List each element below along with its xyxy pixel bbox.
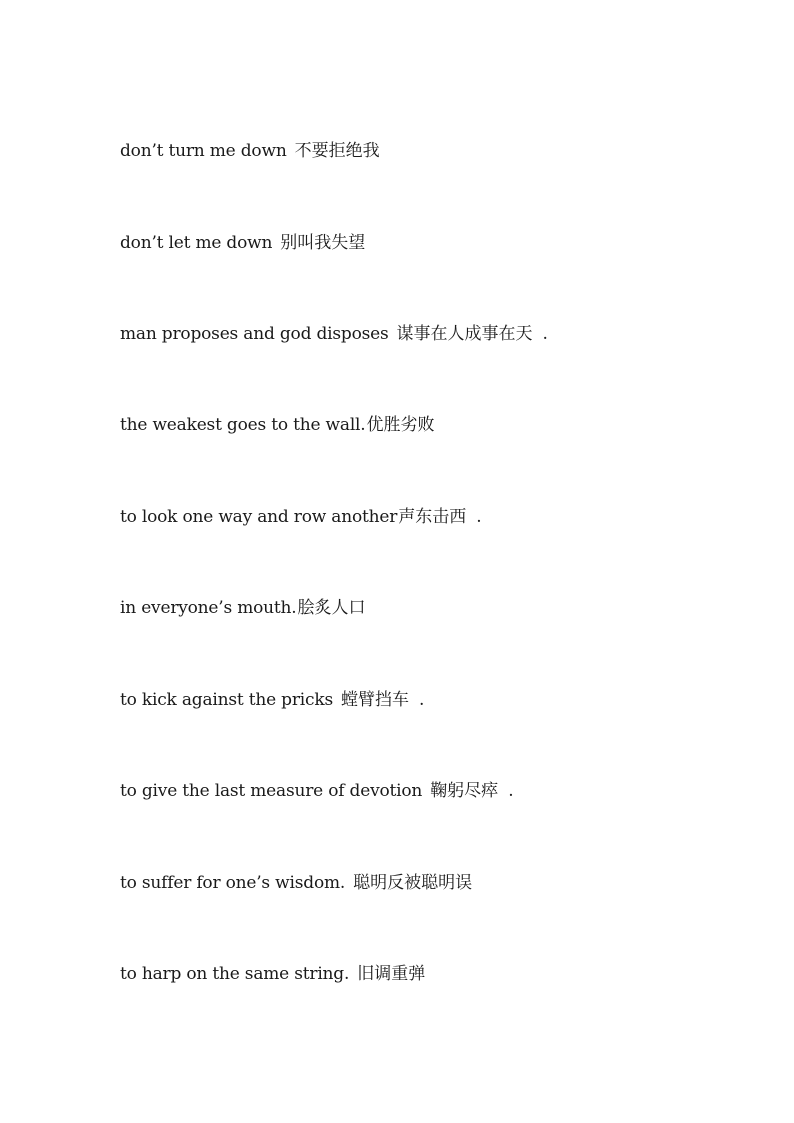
english-phrase: in everyone’s mouth. — [120, 598, 297, 618]
english-phrase: to give the last measure of devotion — [120, 781, 423, 801]
phrase-line — [120, 502, 482, 532]
phrase-suffix: . — [508, 781, 514, 801]
chinese-translation: 谋事在人成事在天 — [396, 324, 533, 344]
phrase-suffix: . — [542, 324, 548, 344]
phrase-line — [120, 319, 548, 349]
phrase-line — [120, 136, 390, 166]
phrase-suffix: . — [476, 507, 482, 527]
chinese-translation: 声东击西 — [398, 507, 467, 527]
english-phrase: to harp on the same string. — [120, 964, 350, 984]
phrase-line — [120, 228, 375, 258]
phrase-line — [120, 776, 514, 806]
phrase-line — [120, 868, 482, 898]
chinese-translation: 聪明反被聪明误 — [353, 873, 473, 893]
phrase-line — [120, 959, 435, 989]
chinese-translation: 别叫我失望 — [280, 233, 366, 253]
english-phrase: to kick against the pricks — [120, 690, 333, 710]
phrase-line — [120, 593, 376, 623]
chinese-translation: 脍炙人口 — [297, 598, 366, 618]
english-phrase: don’t turn me down — [120, 141, 287, 161]
chinese-translation: 旧调重弹 — [357, 964, 426, 984]
english-phrase: man proposes and god disposes — [120, 324, 389, 344]
chinese-translation: 鞠躬尽瘁 — [430, 781, 499, 801]
english-phrase: to look one way and row another — [120, 507, 398, 527]
chinese-translation: 螳臂挡车 — [340, 690, 409, 710]
phrase-line — [120, 685, 424, 715]
english-phrase: to suffer for one’s wisdom. — [120, 873, 346, 893]
phrase-line — [120, 410, 445, 440]
chinese-translation: 不要拒绝我 — [294, 141, 380, 161]
chinese-translation: 优胜劣败 — [366, 415, 435, 435]
phrase-suffix: . — [418, 690, 425, 710]
english-phrase: don’t let me down — [120, 233, 273, 253]
english-phrase: the weakest goes to the wall. — [120, 415, 366, 435]
